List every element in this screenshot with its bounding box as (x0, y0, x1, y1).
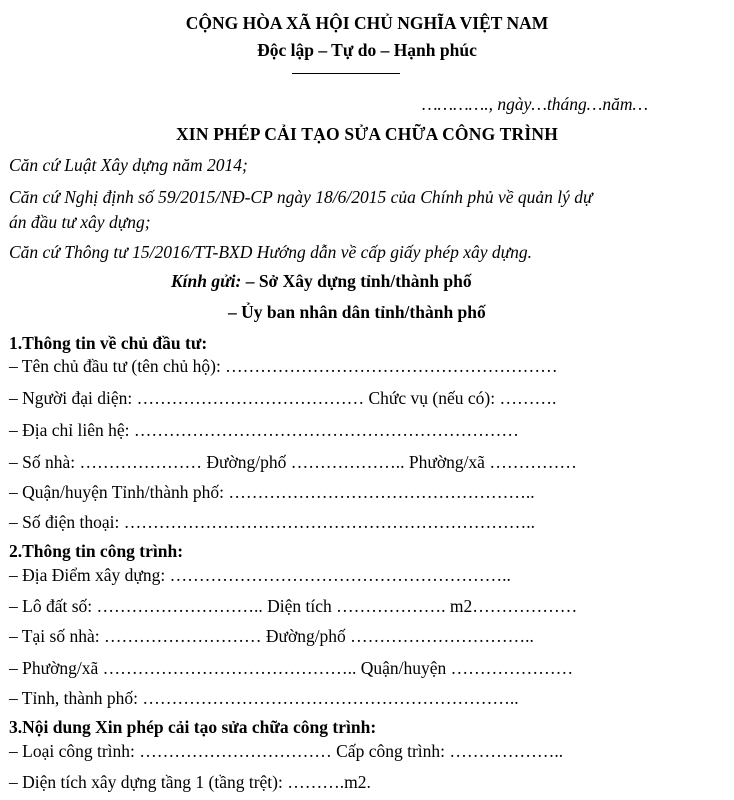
ground-floor-area-field: – Diện tích xây dựng tầng 1 (tầng trệt): ……….m2. (9, 772, 371, 792)
document-title: XIN PHÉP CẢI TẠO SỬA CHỮA CÔNG TRÌNH (175, 124, 559, 144)
recipient-line-1 (171, 271, 472, 292)
recipient-second: – Ủy ban nhân dân tỉnh/thành phố (228, 302, 486, 322)
header-divider (292, 73, 400, 74)
legal-basis-circular: Căn cứ Thông tư 15/2016/TT-BXD Hướng dẫn về cấp giấy phép xây dựng. (9, 242, 533, 262)
legal-basis-law: Căn cứ Luật Xây dựng năm 2014; (9, 155, 248, 175)
investor-name-field: – Tên chủ đầu tư (tên chủ hộ): ………………………………………………… (9, 356, 558, 376)
house-number-street-field: – Tại số nhà: ……………………… Đường/phố ………………………….. (9, 626, 534, 646)
district-province-field: – Quận/huyện Tỉnh/thành phố: …………………………………………….. (9, 482, 535, 502)
construction-type-grade-field: – Loại công trình: …………………………… Cấp công trình: ……………….. (9, 741, 564, 761)
recipient-label: Kính gửi: (171, 271, 242, 291)
motto: Độc lập – Tự do – Hạnh phúc (257, 40, 477, 60)
nation-header: CỘNG HÒA XÃ HỘI CHỦ NGHĨA VIỆT NAM (185, 13, 549, 33)
house-street-ward-field: – Số nhà: ………………… Đường/phố ……………….. Phường/xã …………… (9, 452, 577, 472)
section-2-heading: 2.Thông tin công trình: (9, 541, 184, 561)
construction-location-field: – Địa Điểm xây dựng: ………………………………………………….. (9, 565, 511, 585)
recipient-first: – Sở Xây dựng tỉnh/thành phố (241, 271, 472, 291)
ward-district-field: – Phường/xã …………………………………….. Quận/huyện ………………… (9, 658, 574, 678)
legal-basis-decree-cont: án đầu tư xây dựng; (9, 212, 151, 232)
phone-field: – Số điện thoại: …………………………………………………………….. (9, 512, 535, 532)
date-line: …………., ngày…tháng…năm… (422, 94, 649, 114)
contact-address-field: – Địa chỉ liên hệ: ………………………………………………………… (9, 420, 519, 440)
legal-basis-decree: Căn cứ Nghị định số 59/2015/NĐ-CP ngày 18/6/2015 của Chính phủ về quản lý dự (9, 187, 593, 207)
section-3-heading: 3.Nội dung Xin phép cải tạo sửa chữa công trình: (9, 717, 377, 737)
lot-area-field: – Lô đất số: ……………………….. Diện tích ………………. m2……………… (9, 596, 578, 616)
province-city-field: – Tỉnh, thành phố: ……………………………………………………….. (9, 688, 519, 708)
representative-field: – Người đại diện: ………………………………… Chức vụ (nếu có): ………. (9, 388, 557, 408)
section-1-heading: 1.Thông tin về chủ đầu tư: (9, 333, 208, 353)
